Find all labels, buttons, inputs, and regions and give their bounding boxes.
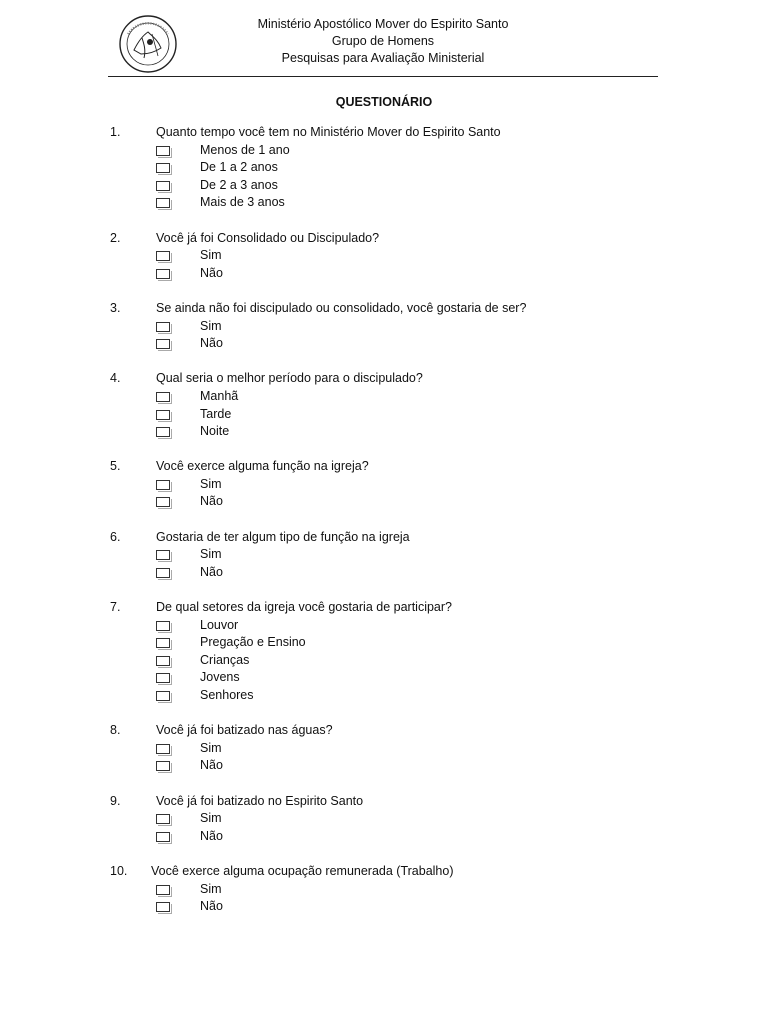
option-label: Louvor: [200, 617, 239, 632]
option-label: De 2 a 3 anos: [200, 177, 278, 192]
question-number: 2.: [110, 230, 121, 245]
question-10: [110, 863, 670, 916]
question-2: [110, 230, 670, 283]
checkbox[interactable]: [156, 744, 170, 754]
option-row: [110, 652, 670, 670]
checkbox[interactable]: [156, 814, 170, 824]
checkbox[interactable]: [156, 339, 170, 349]
option-label: Sim: [200, 318, 222, 333]
question-number: 10.: [110, 863, 128, 878]
option-label: Não: [200, 899, 223, 914]
option-label: Jovens: [200, 670, 240, 685]
question-text: Qual seria o melhor período para o discipulado?: [156, 371, 423, 386]
header-survey-title: Pesquisas para Avaliação Ministerial: [281, 51, 485, 65]
option-label: Sim: [200, 476, 222, 491]
option-label: Não: [200, 758, 223, 773]
checkbox[interactable]: [156, 251, 170, 261]
checkbox[interactable]: [156, 832, 170, 842]
checkbox[interactable]: [156, 410, 170, 420]
question-text: Você exerce alguma função na igreja?: [156, 459, 369, 474]
option-row: [110, 493, 670, 511]
checkbox[interactable]: [156, 621, 170, 631]
question-text: Você já foi batizado nas águas?: [156, 723, 333, 738]
checkbox[interactable]: [156, 497, 170, 507]
page-header: [108, 14, 658, 77]
checkbox[interactable]: [156, 761, 170, 771]
option-row: [110, 142, 670, 160]
option-row: [110, 898, 670, 916]
option-label: Não: [200, 564, 223, 579]
checkbox[interactable]: [156, 568, 170, 578]
question-1: [110, 124, 670, 212]
option-row: [110, 757, 670, 775]
question-text: Se ainda não foi discipulado ou consolidado, você gostaria de ser?: [156, 300, 527, 315]
checkbox[interactable]: [156, 550, 170, 560]
option-row: [110, 388, 670, 406]
option-row: [110, 828, 670, 846]
checkbox[interactable]: [156, 269, 170, 279]
question-6: [110, 529, 670, 582]
question-text: De qual setores da igreja você gostaria de participar?: [156, 600, 453, 615]
option-row: [110, 881, 670, 899]
question-4: [110, 370, 670, 440]
question-number: 5.: [110, 459, 121, 474]
checkbox[interactable]: [156, 146, 170, 156]
option-label: Noite: [200, 424, 230, 439]
option-label: Sim: [200, 881, 222, 896]
option-row: [110, 740, 670, 758]
header-ministry-name: Ministério Apostólico Mover do Espirito Santo: [257, 17, 509, 31]
option-label: Sim: [200, 547, 222, 562]
question-7: [110, 599, 670, 705]
option-row: [110, 159, 670, 177]
question-text: Gostaria de ter algum tipo de função na igreja: [156, 529, 410, 544]
option-row: [110, 617, 670, 635]
checkbox[interactable]: [156, 902, 170, 912]
option-row: [110, 687, 670, 705]
option-label: Menos de 1 ano: [200, 142, 290, 157]
checkbox[interactable]: [156, 691, 170, 701]
option-label: Mais de 3 anos: [200, 195, 285, 210]
page-title: QUESTIONÁRIO: [335, 95, 433, 109]
question-text: Você já foi Consolidado ou Discipulado?: [156, 230, 380, 245]
option-label: Não: [200, 265, 223, 280]
question-number: 4.: [110, 371, 121, 386]
option-label: Não: [200, 828, 223, 843]
option-row: [110, 423, 670, 441]
checkbox[interactable]: [156, 656, 170, 666]
option-row: [110, 194, 670, 212]
option-label: De 1 a 2 anos: [200, 160, 278, 175]
question-number: 9.: [110, 793, 121, 808]
checkbox[interactable]: [156, 885, 170, 895]
option-row: [110, 476, 670, 494]
option-label: Pregação e Ensino: [200, 635, 306, 650]
checkbox[interactable]: [156, 163, 170, 173]
option-row: [110, 669, 670, 687]
option-label: Sim: [200, 740, 222, 755]
option-row: [110, 564, 670, 582]
checkbox[interactable]: [156, 322, 170, 332]
option-label: Senhores: [200, 688, 254, 702]
question-9: [110, 793, 670, 846]
question-number: 7.: [110, 600, 121, 615]
option-row: [110, 335, 670, 353]
option-row: [110, 318, 670, 336]
question-text: Você já foi batizado no Espirito Santo: [156, 793, 364, 808]
checkbox[interactable]: [156, 392, 170, 402]
option-row: [110, 810, 670, 828]
checkbox[interactable]: [156, 427, 170, 437]
question-5: [110, 458, 670, 511]
question-number: 6.: [110, 529, 121, 544]
option-label: Sim: [200, 811, 222, 826]
option-row: [110, 546, 670, 564]
checkbox[interactable]: [156, 673, 170, 683]
checkbox[interactable]: [156, 198, 170, 208]
question-number: 8.: [110, 723, 121, 738]
question-number: 3.: [110, 300, 121, 315]
option-row: [110, 265, 670, 283]
question-number: 1.: [110, 125, 121, 139]
option-row: [110, 177, 670, 195]
questionnaire: [110, 124, 670, 916]
option-label: Tarde: [200, 406, 232, 421]
option-row: [110, 634, 670, 652]
question-text: Quanto tempo você tem no Ministério Mover do Espirito Santo: [156, 125, 501, 139]
option-label: Manhã: [200, 388, 239, 403]
option-label: Não: [200, 336, 223, 351]
question-text: Você exerce alguma ocupação remunerada (Trabalho): [151, 863, 454, 878]
checkbox[interactable]: [156, 181, 170, 191]
header-group-name: Grupo de Homens: [331, 34, 435, 48]
option-row: [110, 406, 670, 424]
option-label: Sim: [200, 248, 222, 263]
question-3: [110, 300, 670, 353]
checkbox[interactable]: [156, 638, 170, 648]
question-8: [110, 722, 670, 775]
option-label: Não: [200, 494, 223, 509]
checkbox[interactable]: [156, 480, 170, 490]
option-row: [110, 247, 670, 265]
option-label: Crianças: [200, 652, 250, 667]
